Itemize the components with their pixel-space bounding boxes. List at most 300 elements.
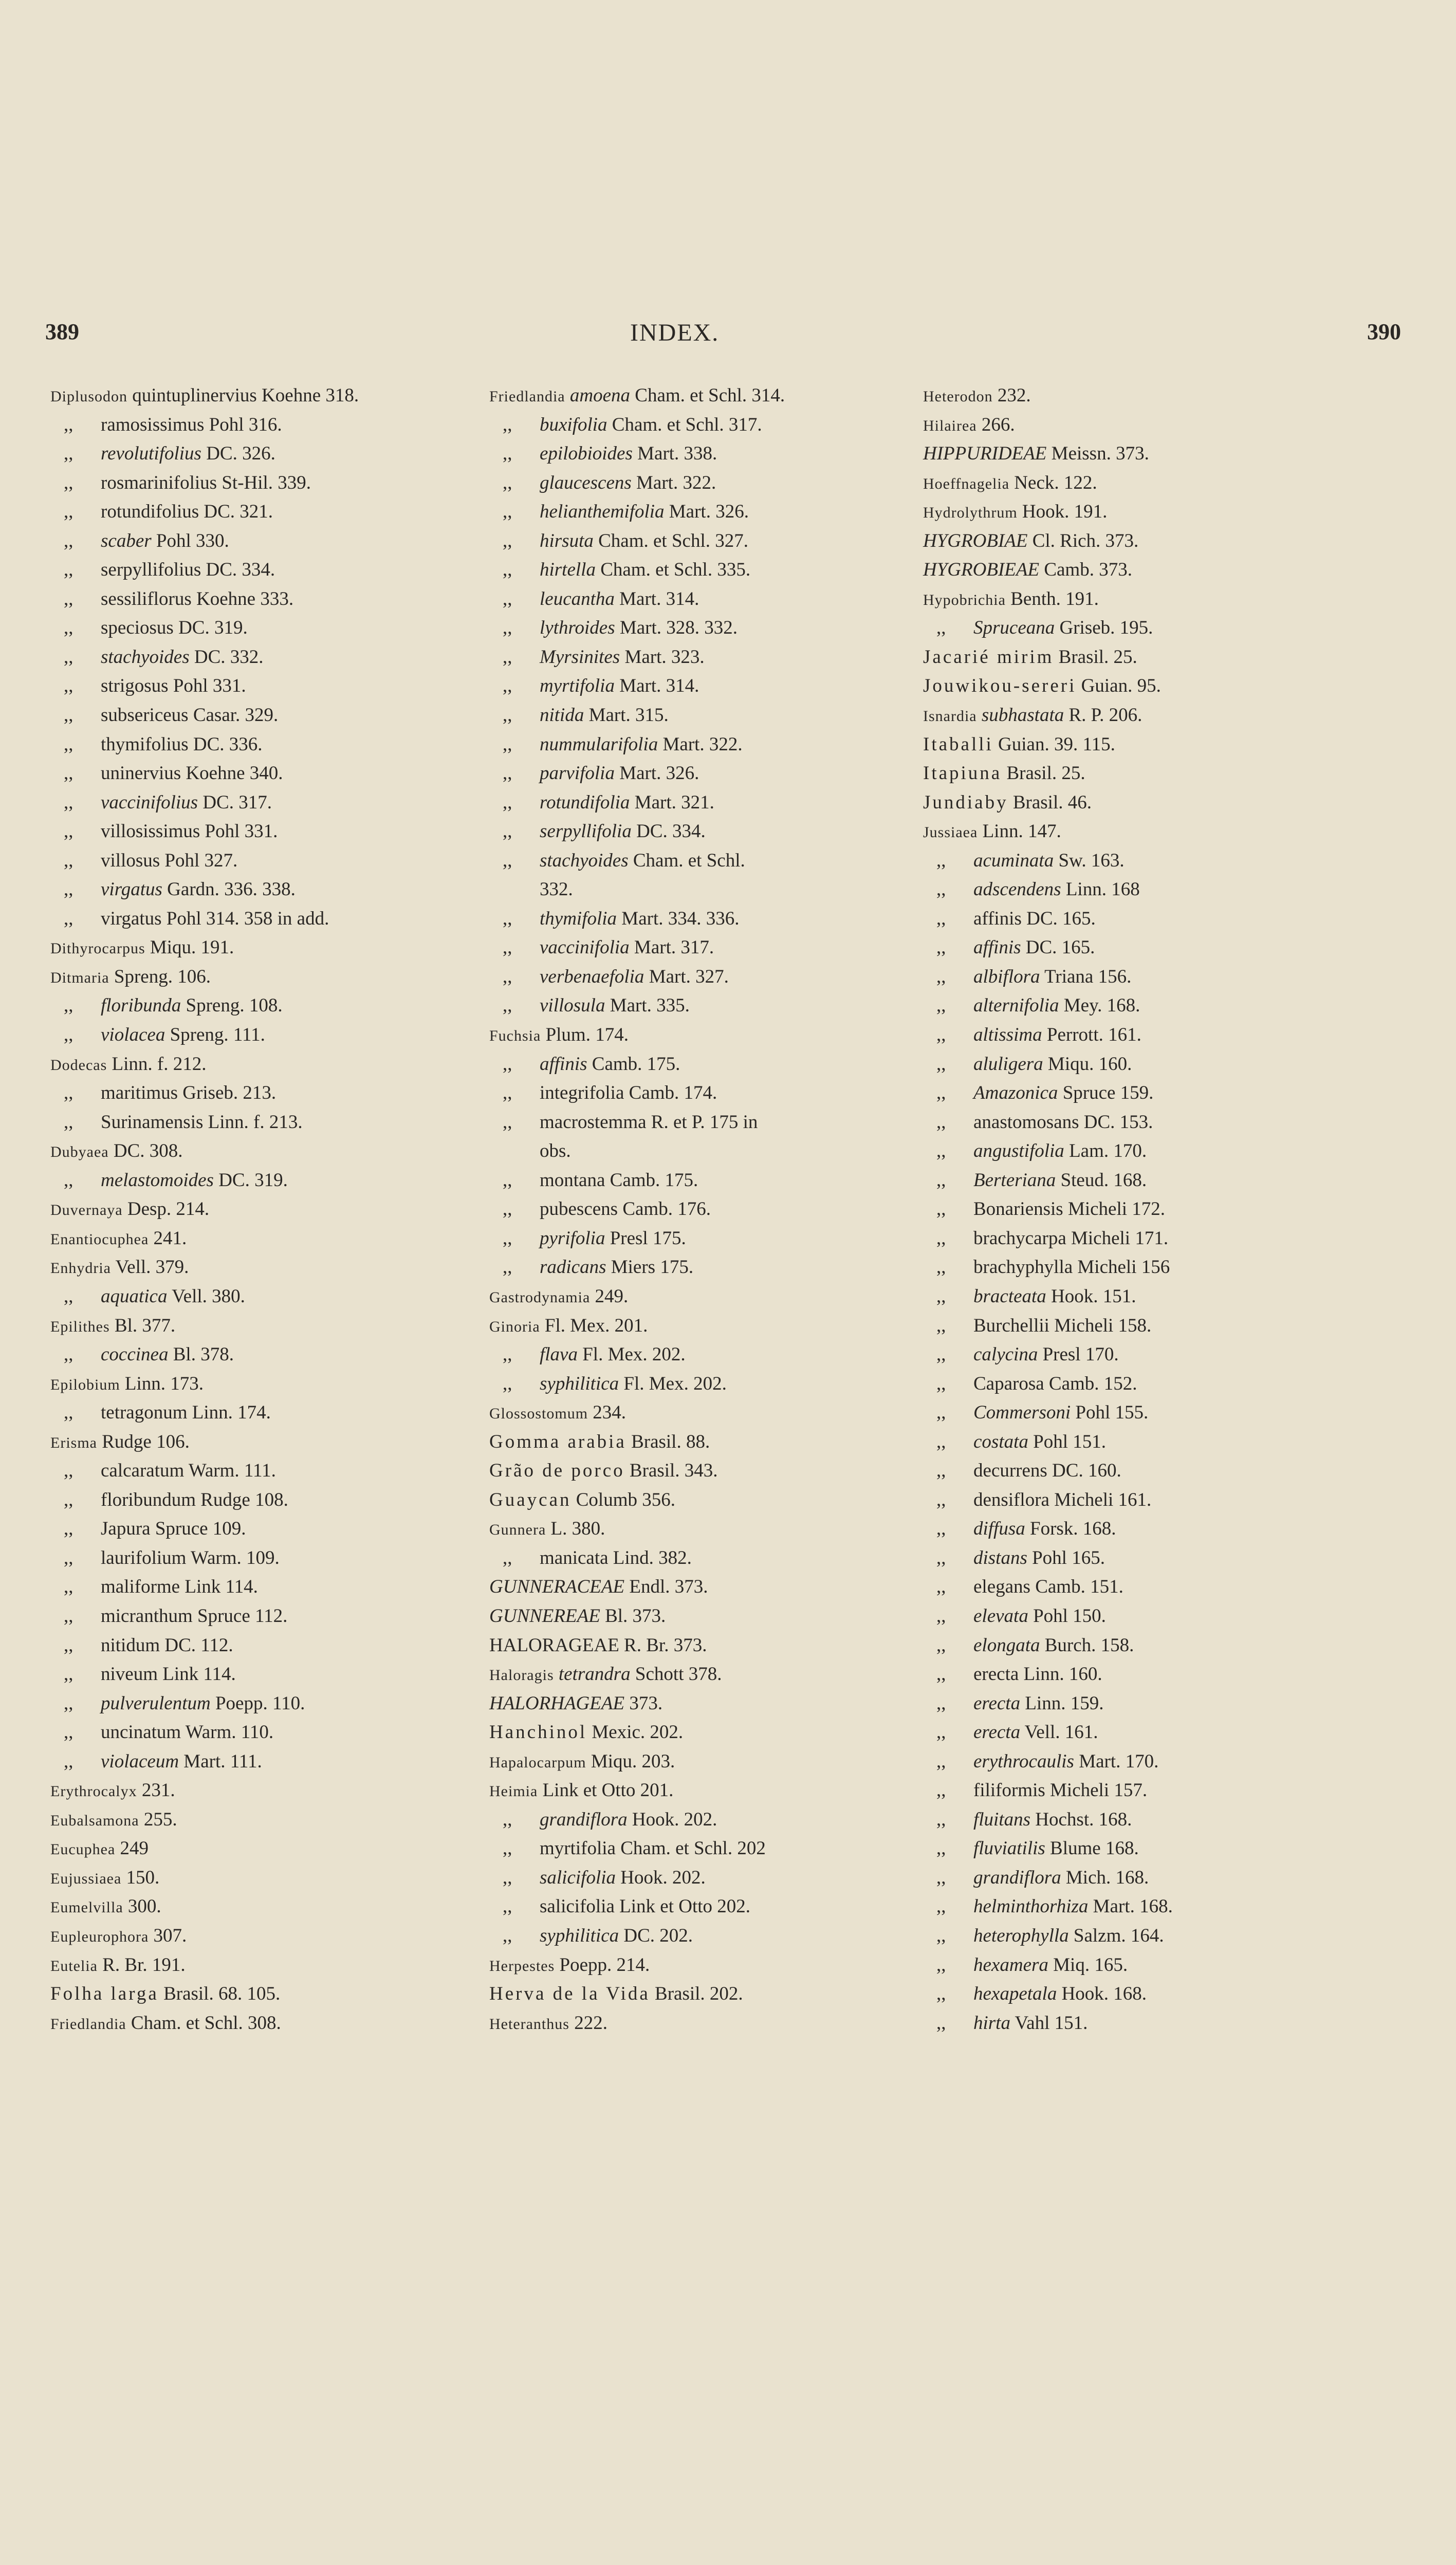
entry-text: nitidum DC. 112. xyxy=(101,1634,233,1656)
ditto-mark: ,, xyxy=(936,1024,946,1046)
index-entry xyxy=(489,933,926,963)
species-name: distans xyxy=(973,1547,1027,1568)
index-entry xyxy=(50,1834,492,1863)
genus-name: Epilobium xyxy=(50,1376,120,1393)
entry-text: maliforme Link 114. xyxy=(101,1576,258,1598)
index-entry xyxy=(923,643,1365,672)
entry-text: Pohl 165. xyxy=(1027,1547,1105,1568)
index-entry xyxy=(50,497,492,527)
entry-text: 300. xyxy=(123,1896,161,1917)
ditto-mark: ,, xyxy=(503,501,512,523)
index-entry xyxy=(50,1573,492,1602)
ditto-mark: ,, xyxy=(936,995,946,1017)
genus-name: Gunnera xyxy=(489,1521,546,1539)
entry-text: Spreng. 106. xyxy=(109,966,211,987)
species-name: buxifolia xyxy=(540,414,607,435)
entry-text: Sw. 163. xyxy=(1054,850,1125,871)
entry-text: Meissn. 373. xyxy=(1046,443,1149,465)
entry-text: Bl. 373. xyxy=(600,1605,666,1627)
genus-name: Enhydria xyxy=(50,1260,111,1277)
entry-text: DC. 332. xyxy=(189,646,264,668)
species-name: Myrsinites xyxy=(540,646,620,668)
entry-text: rotundifolius DC. 321. xyxy=(101,501,273,523)
ditto-mark: ,, xyxy=(936,1140,946,1162)
species-name: aluligera xyxy=(973,1053,1043,1075)
index-entry xyxy=(923,497,1365,527)
entry-text: Vell. 161. xyxy=(1020,1722,1098,1743)
ditto-mark: ,, xyxy=(936,1082,946,1104)
entry-text: Linn. 173. xyxy=(120,1373,204,1394)
ditto-mark: ,, xyxy=(936,1983,946,2005)
ditto-mark: ,, xyxy=(64,1605,73,1627)
ditto-mark: ,, xyxy=(936,1605,946,1627)
species-name: HYGROBIAE xyxy=(923,530,1028,551)
species-name: scaber xyxy=(101,530,152,551)
species-name: affinis xyxy=(540,1053,587,1075)
index-entry xyxy=(50,1370,492,1399)
entry-text: Mich. 168. xyxy=(1061,1867,1149,1888)
ditto-mark: ,, xyxy=(503,1373,512,1394)
entry-text: Blume 168. xyxy=(1045,1838,1139,1859)
index-entry xyxy=(50,817,492,846)
entry-text: Hook. 168. xyxy=(1057,1983,1147,2005)
index-entry xyxy=(489,2009,926,2038)
entry-text: 332. xyxy=(540,879,573,900)
index-entry xyxy=(923,1718,1365,1747)
index-entry xyxy=(923,1631,1365,1660)
ditto-mark: ,, xyxy=(936,1344,946,1365)
entry-text: 255. xyxy=(139,1809,177,1830)
entry-text: virgatus Pohl 314. 358 in add. xyxy=(101,908,329,929)
ditto-mark: ,, xyxy=(64,530,73,551)
entry-text: Cham. et Schl. 314. xyxy=(630,385,785,406)
genus-name: Heterodon xyxy=(923,388,993,405)
ditto-mark: ,, xyxy=(503,472,512,493)
genus-name: Haloragis xyxy=(489,1667,554,1684)
ditto-mark: ,, xyxy=(936,617,946,639)
ditto-mark: ,, xyxy=(64,675,73,697)
vernacular-name: Jundiaby xyxy=(923,791,1008,813)
ditto-mark: ,, xyxy=(503,588,512,610)
entry-text: maritimus Griseb. 213. xyxy=(101,1082,277,1104)
ditto-mark: ,, xyxy=(64,1111,73,1133)
species-name: verbenaefolia xyxy=(540,966,644,987)
genus-name: Dubyaea xyxy=(50,1143,109,1161)
entry-text: Miqu. 191. xyxy=(145,937,234,958)
entry-text: Mart. 168. xyxy=(1088,1896,1173,1917)
index-column-3 xyxy=(923,381,1365,2038)
genus-name: Erisma xyxy=(50,1434,97,1451)
index-entry xyxy=(489,672,926,701)
index-entry xyxy=(489,585,926,614)
ditto-mark: ,, xyxy=(503,791,512,813)
entry-text: Linn. 147. xyxy=(978,821,1061,842)
index-entry xyxy=(489,1515,926,1544)
index-entry xyxy=(489,963,926,992)
entry-text: Plum. 174. xyxy=(541,1024,629,1046)
entry-text: Miers 175. xyxy=(606,1257,694,1278)
ditto-mark: ,, xyxy=(64,1460,73,1482)
entry-text: Mart. 314. xyxy=(614,588,699,610)
index-column-2 xyxy=(489,381,926,2038)
ditto-mark: ,, xyxy=(503,908,512,929)
entry-text: DC. 326. xyxy=(201,443,275,465)
species-name: erecta xyxy=(973,1722,1021,1743)
ditto-mark: ,, xyxy=(64,791,73,813)
index-entry xyxy=(489,439,926,469)
entry-text: Mart. 326. xyxy=(614,763,699,784)
index-entry xyxy=(50,1747,492,1777)
species-name: hirsuta xyxy=(540,530,594,551)
species-name: angustifolia xyxy=(973,1140,1064,1162)
index-entry xyxy=(489,1428,926,1457)
entry-text: Perrott. 161. xyxy=(1042,1024,1141,1046)
index-entry xyxy=(923,381,1365,411)
ditto-mark: ,, xyxy=(503,414,512,435)
entry-text: Hook. 202. xyxy=(616,1867,706,1888)
entry-text: Griseb. 195. xyxy=(1055,617,1153,639)
ditto-mark: ,, xyxy=(503,1169,512,1191)
ditto-mark: ,, xyxy=(936,1518,946,1540)
index-entry xyxy=(923,1253,1365,1282)
ditto-mark: ,, xyxy=(936,1576,946,1598)
species-name: calycina xyxy=(973,1344,1038,1365)
ditto-mark: ,, xyxy=(936,1664,946,1685)
index-entry xyxy=(923,439,1365,469)
index-entry xyxy=(50,1398,492,1428)
index-entry xyxy=(489,1166,926,1195)
index-entry xyxy=(489,1050,926,1079)
ditto-mark: ,, xyxy=(936,1111,946,1133)
entry-text: Brasil. 68. 105. xyxy=(158,1983,281,2005)
species-name: hirtella xyxy=(540,559,596,581)
index-entry xyxy=(50,672,492,701)
ditto-mark: ,, xyxy=(503,966,512,987)
index-entry xyxy=(50,1195,492,1224)
entry-text: brachyphylla Micheli 156 xyxy=(973,1257,1170,1278)
index-entry xyxy=(923,875,1365,905)
index-entry xyxy=(489,1137,926,1166)
entry-text: macrostemma R. et P. 175 in xyxy=(540,1111,758,1133)
entry-text: quintuplinervius Koehne 318. xyxy=(127,385,359,406)
entry-text: Camb. 175. xyxy=(587,1053,680,1075)
entry-text: Mart. 170. xyxy=(1074,1750,1159,1772)
index-entry xyxy=(923,614,1365,643)
index-entry xyxy=(923,759,1365,788)
vernacular-name: Jouwikou-sereri xyxy=(923,675,1077,697)
index-entry xyxy=(489,1922,926,1951)
ditto-mark: ,, xyxy=(503,1896,512,1917)
ditto-mark: ,, xyxy=(64,879,73,900)
entry-text: Benth. 191. xyxy=(1005,588,1099,610)
ditto-mark: ,, xyxy=(64,1750,73,1772)
entry-text: Mart. 317. xyxy=(629,937,714,958)
species-name: erythrocaulis xyxy=(973,1750,1074,1772)
index-entry xyxy=(923,1834,1365,1863)
species-name: aquatica xyxy=(101,1285,168,1307)
entry-text: Mart. 338. xyxy=(632,443,717,465)
index-entry xyxy=(923,469,1365,498)
ditto-mark: ,, xyxy=(936,850,946,871)
entry-text: R. Br. 191. xyxy=(97,1954,186,1976)
entry-text: elegans Camb. 151. xyxy=(973,1576,1123,1598)
entry-text: Fl. Mex. 201. xyxy=(540,1315,648,1336)
index-entry xyxy=(489,1718,926,1747)
index-entry xyxy=(489,1312,926,1341)
index-entry xyxy=(489,991,926,1021)
ditto-mark: ,, xyxy=(64,995,73,1017)
index-entry xyxy=(923,1515,1365,1544)
species-name: altissima xyxy=(973,1024,1042,1046)
index-entry xyxy=(489,556,926,585)
page-header xyxy=(0,319,1456,365)
index-entry xyxy=(50,643,492,672)
entry-text: Hochst. 168. xyxy=(1030,1809,1132,1830)
index-entry xyxy=(923,1922,1365,1951)
species-name: grandiflora xyxy=(540,1809,628,1830)
ditto-mark: ,, xyxy=(503,1547,512,1568)
entry-text: Spreng. 111. xyxy=(165,1024,265,1046)
ditto-mark: ,, xyxy=(503,763,512,784)
index-entry xyxy=(923,1166,1365,1195)
ditto-mark: ,, xyxy=(64,1518,73,1540)
ditto-mark: ,, xyxy=(936,1373,946,1394)
entry-text: Miqu. 203. xyxy=(586,1750,675,1772)
species-name: Spruceana xyxy=(973,617,1055,639)
index-entry xyxy=(489,1079,926,1108)
entry-text: 249 xyxy=(115,1838,149,1859)
ditto-mark: ,, xyxy=(936,1692,946,1714)
index-entry xyxy=(923,1021,1365,1050)
ditto-mark: ,, xyxy=(936,966,946,987)
index-entry xyxy=(489,1398,926,1428)
entry-text: floribundum Rudge 108. xyxy=(101,1489,288,1510)
species-name: diffusa xyxy=(973,1518,1025,1540)
index-entry xyxy=(50,991,492,1021)
species-name: nitida xyxy=(540,705,584,726)
ditto-mark: ,, xyxy=(936,1227,946,1249)
ditto-mark: ,, xyxy=(936,1257,946,1278)
species-name: floribunda xyxy=(101,995,181,1017)
entry-text: Presl 170. xyxy=(1038,1344,1119,1365)
entry-text: Pohl 151. xyxy=(1028,1431,1106,1452)
genus-name: Friedlandia xyxy=(489,388,565,405)
entry-text: pubescens Camb. 176. xyxy=(540,1198,711,1220)
ditto-mark: ,, xyxy=(503,705,512,726)
entry-text: Cham. et Schl. 308. xyxy=(126,2012,281,2034)
species-name: elongata xyxy=(973,1634,1040,1656)
entry-text: Endl. 373. xyxy=(624,1576,708,1598)
index-entry xyxy=(489,1282,926,1312)
ditto-mark: ,, xyxy=(64,908,73,929)
genus-name: Eumelvilla xyxy=(50,1899,123,1916)
index-entry xyxy=(50,963,492,992)
index-entry xyxy=(923,1340,1365,1370)
species-name: salicifolia xyxy=(540,1867,616,1888)
index-entry xyxy=(923,672,1365,701)
species-name: villosula xyxy=(540,995,605,1017)
index-entry xyxy=(489,1951,926,1980)
entry-text: speciosus DC. 319. xyxy=(101,617,248,639)
index-entry xyxy=(923,1573,1365,1602)
genus-name: Epilithes xyxy=(50,1318,110,1335)
index-entry xyxy=(489,701,926,730)
vernacular-name: Herva de la Vida xyxy=(489,1983,650,2005)
genus-name: Eujussiaea xyxy=(50,1870,122,1887)
species-name: myrtifolia xyxy=(540,675,615,697)
entry-text: Mart. 328. 332. xyxy=(615,617,738,639)
entry-text: Spreng. 108. xyxy=(181,995,283,1017)
ditto-mark: ,, xyxy=(503,1257,512,1278)
ditto-mark: ,, xyxy=(936,1402,946,1424)
index-entry xyxy=(489,411,926,440)
index-entry xyxy=(489,1456,926,1486)
entry-text: HALORAGEAE R. Br. 373. xyxy=(489,1634,707,1656)
species-name: rotundifolia xyxy=(540,791,630,813)
ditto-mark: ,, xyxy=(936,1722,946,1743)
species-name: heterophylla xyxy=(973,1925,1069,1946)
vernacular-name: Jacarié mirim xyxy=(923,646,1054,668)
entry-text: 232. xyxy=(992,385,1031,406)
ditto-mark: ,, xyxy=(64,443,73,465)
entry-text: serpyllifolius DC. 334. xyxy=(101,559,275,581)
entry-text: 249. xyxy=(590,1285,629,1307)
entry-text: densiflora Micheli 161. xyxy=(973,1489,1152,1510)
entry-text: Schott 378. xyxy=(630,1664,722,1685)
entry-text: Brasil. 25. xyxy=(1054,646,1137,668)
entry-text: 231. xyxy=(137,1780,175,1801)
index-entry xyxy=(50,1660,492,1689)
entry-text: anastomosans DC. 153. xyxy=(973,1111,1153,1133)
genus-name: Eutelia xyxy=(50,1957,98,1975)
ditto-mark: ,, xyxy=(936,1169,946,1191)
entry-text: Caparosa Camb. 152. xyxy=(973,1373,1137,1394)
species-name: fluitans xyxy=(973,1809,1031,1830)
ditto-mark: ,, xyxy=(503,937,512,958)
index-entry xyxy=(923,846,1365,876)
index-entry xyxy=(50,585,492,614)
entry-text: erecta Linn. 160. xyxy=(973,1664,1102,1685)
entry-text: Brasil. 88. xyxy=(626,1431,710,1452)
index-entry xyxy=(50,875,492,905)
vernacular-name: Itaballi xyxy=(923,733,993,755)
ditto-mark: ,, xyxy=(936,1896,946,1917)
index-entry xyxy=(923,1689,1365,1719)
index-entry xyxy=(489,1631,926,1660)
entry-text: 241. xyxy=(149,1227,187,1249)
species-name: lythroides xyxy=(540,617,615,639)
species-name: glaucescens xyxy=(540,472,632,493)
index-entry xyxy=(489,1195,926,1224)
index-entry xyxy=(923,730,1365,760)
ditto-mark: ,, xyxy=(503,530,512,551)
ditto-mark: ,, xyxy=(503,1838,512,1859)
entry-text: obs. xyxy=(540,1140,571,1162)
species-name: pyrifolia xyxy=(540,1227,605,1249)
index-entry xyxy=(489,730,926,760)
species-name: costata xyxy=(973,1431,1028,1452)
index-entry xyxy=(50,381,492,411)
index-entry xyxy=(50,439,492,469)
species-name: tetrandra xyxy=(558,1664,631,1685)
species-name: syphilitica xyxy=(540,1925,619,1946)
index-entry xyxy=(923,2009,1365,2038)
entry-text: Pohl 155. xyxy=(1071,1402,1149,1424)
index-entry xyxy=(923,1137,1365,1166)
index-entry xyxy=(489,1370,926,1399)
index-entry xyxy=(923,556,1365,585)
index-entry xyxy=(923,1660,1365,1689)
ditto-mark: ,, xyxy=(936,1053,946,1075)
index-entry xyxy=(489,381,926,411)
entry-text: Brasil. 25. xyxy=(1002,763,1085,784)
entry-text: brachycarpa Micheli 171. xyxy=(973,1227,1169,1249)
index-entry xyxy=(489,875,926,905)
species-name: Commersoni xyxy=(973,1402,1071,1424)
entry-text: Mart. 335. xyxy=(605,995,690,1017)
index-entry xyxy=(489,497,926,527)
entry-text: Mart. 334. 336. xyxy=(617,908,740,929)
index-entry xyxy=(923,1370,1365,1399)
entry-text: L. 380. xyxy=(546,1518,605,1540)
index-entry xyxy=(50,1137,492,1166)
entry-text: villosissimus Pohl 331. xyxy=(101,821,278,842)
ditto-mark: ,, xyxy=(64,1344,73,1365)
entry-text: Hook. 191. xyxy=(1017,501,1108,523)
species-name: nummularifolia xyxy=(540,733,658,755)
genus-name: Eucuphea xyxy=(50,1841,116,1858)
entry-text: Hook. 202. xyxy=(627,1809,717,1830)
ditto-mark: ,, xyxy=(64,414,73,435)
entry-text: Hook. 151. xyxy=(1046,1285,1136,1307)
ditto-mark: ,, xyxy=(503,1867,512,1888)
index-entry xyxy=(489,1660,926,1689)
ditto-mark: ,, xyxy=(64,472,73,493)
species-name: stachyoides xyxy=(540,850,629,871)
ditto-mark: ,, xyxy=(64,705,73,726)
ditto-mark: ,, xyxy=(936,1460,946,1482)
ditto-mark: ,, xyxy=(64,1402,73,1424)
entry-text: Miq. 165. xyxy=(1048,1954,1128,1976)
page-title: INDEX. xyxy=(630,319,720,346)
index-entry xyxy=(50,701,492,730)
index-entry xyxy=(489,1544,926,1573)
index-entry xyxy=(50,759,492,788)
genus-name: Dodecas xyxy=(50,1056,107,1074)
index-entry xyxy=(923,527,1365,556)
index-entry xyxy=(923,1398,1365,1428)
species-name: helminthorhiza xyxy=(973,1896,1089,1917)
index-entry xyxy=(489,1602,926,1631)
species-name: Berteriana xyxy=(973,1169,1056,1191)
index-entry xyxy=(923,1805,1365,1835)
entry-text: Rudge 106. xyxy=(97,1431,190,1452)
index-entry xyxy=(489,905,926,934)
index-entry xyxy=(50,1428,492,1457)
genus-name: Gastrodynamia xyxy=(489,1288,591,1306)
entry-text: Spruce 159. xyxy=(1058,1082,1154,1104)
index-entry xyxy=(489,1834,926,1863)
entry-text: Linn. f. 212. xyxy=(107,1053,207,1075)
entry-text: Pohl 330. xyxy=(151,530,229,551)
index-entry xyxy=(489,1253,926,1282)
ditto-mark: ,, xyxy=(936,1954,946,1976)
genus-name: Hoeffnagelia xyxy=(923,475,1010,492)
entry-text: Cham. et Schl. 317. xyxy=(607,414,762,435)
ditto-mark: ,, xyxy=(64,617,73,639)
genus-name: Jussiaea xyxy=(923,824,978,841)
entry-text: tetragonum Linn. 174. xyxy=(101,1402,271,1424)
